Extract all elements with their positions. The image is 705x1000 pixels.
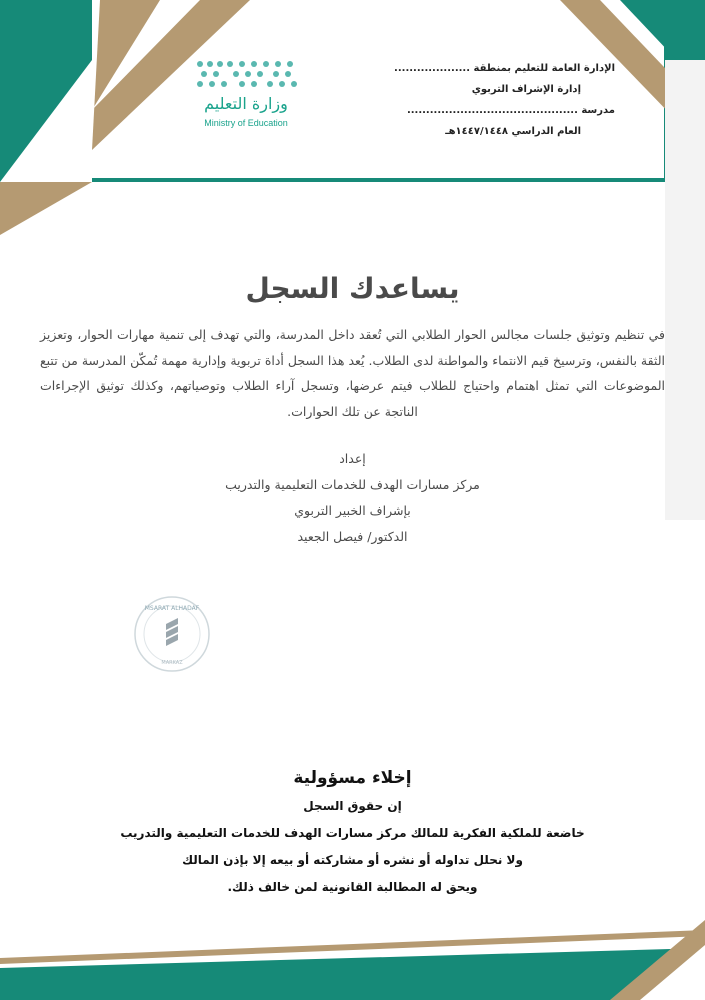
disclaimer-line-4: ويحق له المطالبة القانونية لمن خالف ذلك. (227, 880, 478, 894)
disclaimer-block (0, 763, 705, 901)
ministry-logo (190, 56, 302, 136)
disclaimer-line-2: خاضعة للملكية الفكرية للمالك مركز مسارات الهدف للخدمات التعليمية والتدريب (120, 826, 585, 840)
prepared-by-label: إعداد (339, 451, 366, 466)
disclaimer-line-1: إن حقوق السجل (303, 799, 402, 813)
general-administration-line: الإدارة العامة للتعليم بمنطقة .................... (394, 63, 615, 74)
school-line: مدرسة ............................................. (406, 105, 615, 116)
academic-year-line: العام الدراسي ١٤٤٧/١٤٤٨هـ (445, 126, 581, 137)
center-name: مركز مسارات الهدف للخدمات التعليمية والتدريب (225, 477, 480, 492)
logo-english-text: Ministry of Education (204, 118, 288, 128)
page-title: يساعدك السجل (245, 272, 460, 305)
logo-dots-icon (190, 56, 302, 92)
center-seal-icon (132, 594, 212, 674)
school-header-info (394, 58, 615, 142)
seal-bottom-text: MARKAZ (161, 660, 183, 666)
logo-arabic-text: وزارة التعليم (204, 94, 288, 113)
intro-paragraph: في تنظيم وتوثيق جلسات مجالس الحوار الطلابي التي تُعقد داخل المدرسة، والتي تهدف إلى تنمية مهارات الحوار، وتعزيز الثقة بالنفس، وترسيخ قيم الانتماء والمواطنة لدى الطلاب. يُعد هذا السجل أداة تربوية وإدارية مهمة تُمكّن المدرسة من تتبع الموضوعات التي تمثل اهتمام واحتياج للطلاب فيتم عرضها، وتسجل آراء الطلاب وتوصياتهم، وكذلك توثيق الإجراءات الناتجة عن تلك الحوارات. (40, 327, 665, 419)
supervisor-name: الدكتور/ فيصل الجعيد (297, 529, 408, 544)
supervision-label: بإشراف الخبير التربوي (294, 503, 411, 518)
seal-top-text: MSARAT ALHADAF (144, 605, 200, 612)
credits-block (0, 446, 705, 550)
supervision-line: إدارة الإشراف التربوي (471, 84, 581, 95)
disclaimer-line-3: ولا نحلل تداوله أو نشره أو مشاركته أو بيعه إلا بإذن المالك (182, 853, 523, 867)
disclaimer-title: إخلاء مسؤولية (293, 768, 412, 788)
